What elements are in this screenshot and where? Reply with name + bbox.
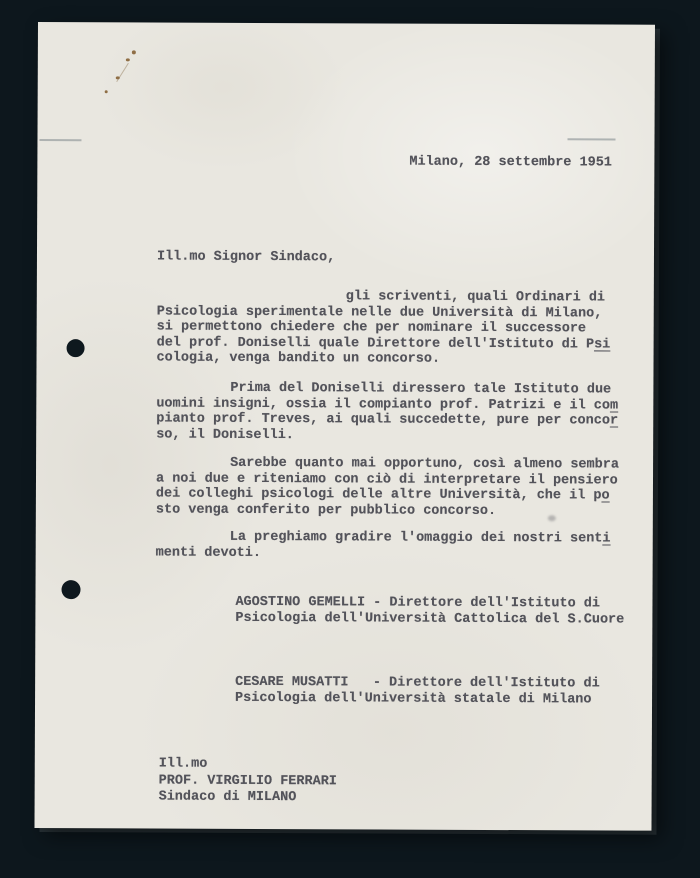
salutation: Ill.mo Signor Sindaco,	[156, 249, 336, 266]
underlined-text: r	[609, 413, 619, 429]
line-text: La preghiamo gradire l'omaggio dei nostri sent	[229, 529, 603, 547]
pencil-mark-right	[567, 138, 615, 140]
pencil-mark-left	[39, 139, 81, 141]
punch-hole-bottom	[61, 580, 80, 599]
signature-block-2	[235, 675, 600, 708]
staple-scratch-mark	[116, 63, 129, 82]
letter-line: menti devoti.	[155, 545, 262, 561]
letter-line: Prima del Doniselli diressero tale Istituto due	[230, 380, 612, 398]
letter-line: so, il Doniselli.	[156, 427, 294, 443]
paragraph-3	[156, 456, 619, 520]
letter-line: Psicologia sperimentale nelle due Università di Milano,	[156, 304, 603, 321]
punch-hole-top	[67, 339, 85, 357]
line-text: pianto prof. Treves, ai quali succedette, pure per conco	[156, 411, 610, 429]
letter-page	[34, 22, 655, 831]
letter-line: si permettono chiedere che per nominare il successore	[156, 319, 587, 337]
letter-line: cologia, venga bandito un concorso.	[156, 350, 441, 367]
underlined-text: i	[602, 531, 611, 547]
underlined-text: o	[601, 488, 610, 504]
letter-line: sto venga conferito per pubblico concorso.	[155, 502, 497, 519]
letter-line: Psicologia dell'Università Cattolica del S.Cuore	[235, 610, 625, 628]
letter-line: Psicologia dell'Università statale di Milano	[235, 690, 592, 707]
staple-rust-mark	[132, 50, 136, 54]
underlined-text: si	[594, 336, 611, 353]
paragraph-2	[156, 381, 618, 445]
line-text: uomini insigni, ossia il compianto prof. Patrizi e il co	[156, 396, 611, 413]
letter-line: Sindaco di MILANO	[158, 789, 297, 806]
recipient-block	[159, 757, 337, 808]
date-line: Milano, 28 settembre 1951	[409, 154, 612, 171]
staple-rust-mark	[126, 58, 130, 61]
underlined-text: m	[609, 397, 619, 414]
letter-line: CESARE MUSATTI - Direttore dell'Istituto di	[235, 674, 600, 692]
letter-line: a noi due e riteniamo con ciò di interpretare il pensiero	[155, 471, 618, 489]
letter-line: PROF. VIRGILIO FERRARI	[158, 773, 337, 789]
signature-block-1	[235, 595, 624, 628]
letter-line: Sarebbe quanto mai opportuno, così almeno sembra	[230, 455, 619, 473]
letter-line: AGOSTINO GEMELLI - Direttore dell'Istituto di	[235, 594, 601, 612]
staple-rust-mark	[105, 90, 108, 93]
letter-line	[156, 412, 618, 430]
paragraph-1	[157, 289, 611, 368]
paragraph-4	[156, 530, 611, 563]
letter-line	[156, 487, 619, 505]
line-text: del prof. Doniselli quale Direttore dell'Istituto di P	[156, 335, 595, 352]
letter-line: gli scriventi, quali Ordinari di	[345, 289, 606, 306]
letter-line: Ill.mo	[158, 756, 208, 772]
line-text: dei colleghi psicologi delle altre Università, che il p	[155, 486, 602, 504]
